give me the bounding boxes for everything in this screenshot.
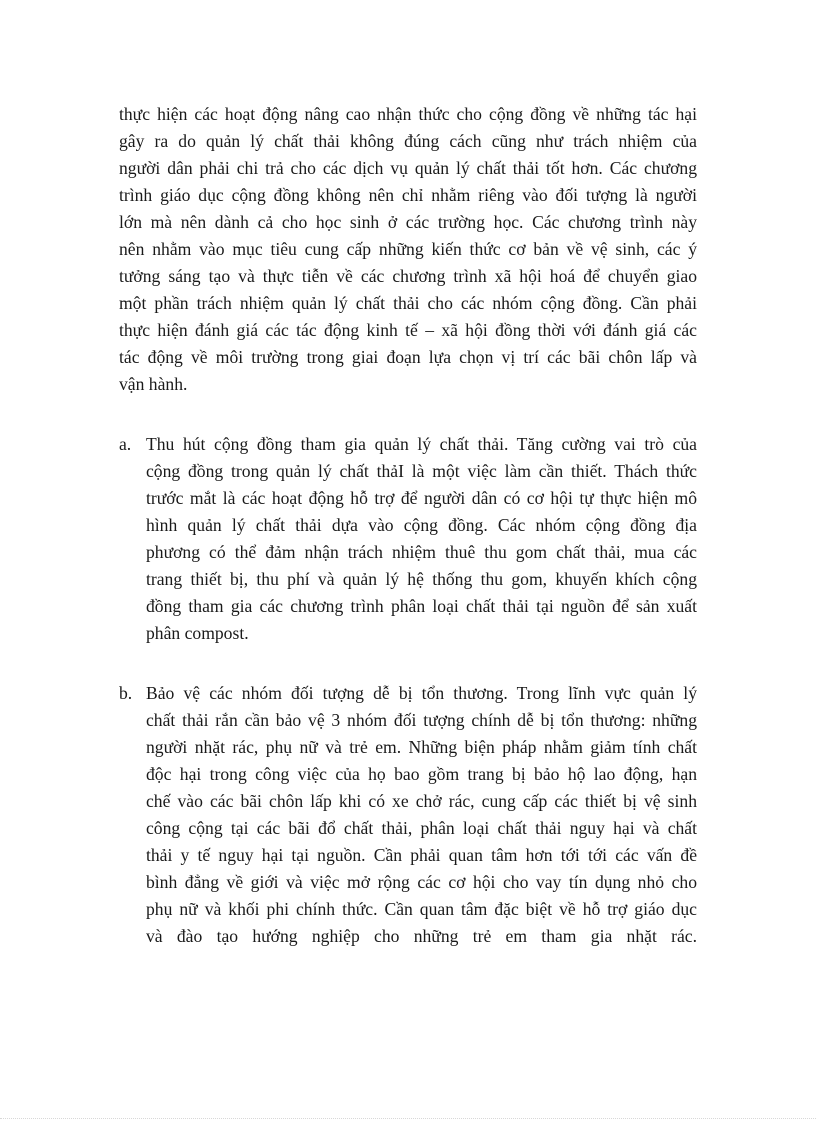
intro-line: tưởng sáng tạo và thực tiễn về các chương trình xã hội hoá để chuyển giao [119, 266, 697, 286]
intro-line: nên nhằm vào mục tiêu cung cấp những kiến thức cơ bản về vệ sinh, các ý [119, 239, 697, 259]
intro-line: một phần trách nhiệm quản lý chất thải cho các nhóm cộng đồng. Cần phải [119, 293, 697, 313]
item-b-line: người nhặt rác, phụ nữ và trẻ em. Những biện pháp nhằm giảm tính chất [146, 737, 697, 757]
item-b-line: chế vào các bãi chôn lấp khi có xe chở rác, cung cấp các thiết bị vệ sinh [146, 791, 697, 811]
item-b-line: phụ nữ và khối phi chính thức. Cần quan tâm đặc biệt về hỗ trợ giáo dục [146, 899, 697, 919]
item-b-line: và đào tạo hướng nghiệp cho những trẻ em tham gia nhặt rác. [146, 926, 697, 946]
item-a-line: hình quản lý chất thải dựa vào cộng đồng. Các nhóm cộng đồng địa [146, 515, 697, 535]
item-a-line: đồng tham gia các chương trình phân loại chất thải tại nguồn để sản xuất [146, 596, 697, 616]
intro-line: người dân phải chi trả cho các dịch vụ quản lý chất thải tốt hơn. Các chương [119, 158, 697, 178]
list-marker-b: b. [119, 683, 133, 703]
item-a-line: cộng đồng trong quản lý chất thảI là một việc làm cần thiết. Thách thức [146, 461, 697, 481]
page-bottom-border [0, 1118, 816, 1119]
item-b-line: bình đẳng về giới và việc mở rộng các cơ hội cho vay tín dụng nhỏ cho [146, 872, 697, 892]
item-a-line: trước mắt là các hoạt động hỗ trợ để người dân có cơ hội tự thực hiện mô [146, 488, 697, 508]
intro-line: tác động về môi trường trong giai đoạn lựa chọn vị trí các bãi chôn lấp và [119, 347, 697, 367]
item-b-line: thải y tế nguy hại tại nguồn. Cần phải quan tâm hơn tới tới các vấn đề [146, 845, 697, 865]
item-a-line: trang thiết bị, thu phí và quản lý hệ thống thu gom, khuyến khích cộng [146, 569, 697, 589]
item-a-line: Thu hút cộng đồng tham gia quản lý chất thải. Tăng cường vai trò của [146, 434, 697, 454]
intro-line: vận hành. [119, 374, 188, 394]
item-a-line: phân compost. [146, 623, 249, 643]
item-b-line: chất thải rắn cần bảo vệ 3 nhóm đối tượng chính dễ bị tổn thương: những [146, 710, 697, 730]
item-b-line: công cộng tại các bãi đổ chất thải, phân loại chất thải nguy hại và chất [146, 818, 697, 838]
item-b-line: độc hại trong công việc của họ bao gồm trang bị bảo hộ lao động, hạn [146, 764, 697, 784]
intro-line: thực hiện các hoạt động nâng cao nhận thức cho cộng đồng về những tác hại [119, 104, 697, 124]
item-a-line: phương có thể đảm nhận trách nhiệm thuê thu gom chất thải, mua các [146, 542, 697, 562]
intro-line: gây ra do quản lý chất thải không đúng cách cũng như trách nhiệm của [119, 131, 697, 151]
intro-line: trình giáo dục cộng đồng không nên chỉ nhằm riêng vào đối tượng là người [119, 185, 697, 205]
list-marker-a: a. [119, 434, 132, 454]
intro-line: lớn mà nên dành cả cho học sinh ở các trường học. Các chương trình này [119, 212, 697, 232]
intro-line: thực hiện đánh giá các tác động kinh tế – xã hội đồng thời với đánh giá các [119, 320, 697, 340]
item-b-line: Bảo vệ các nhóm đối tượng dễ bị tổn thương. Trong lĩnh vực quản lý [146, 683, 697, 703]
